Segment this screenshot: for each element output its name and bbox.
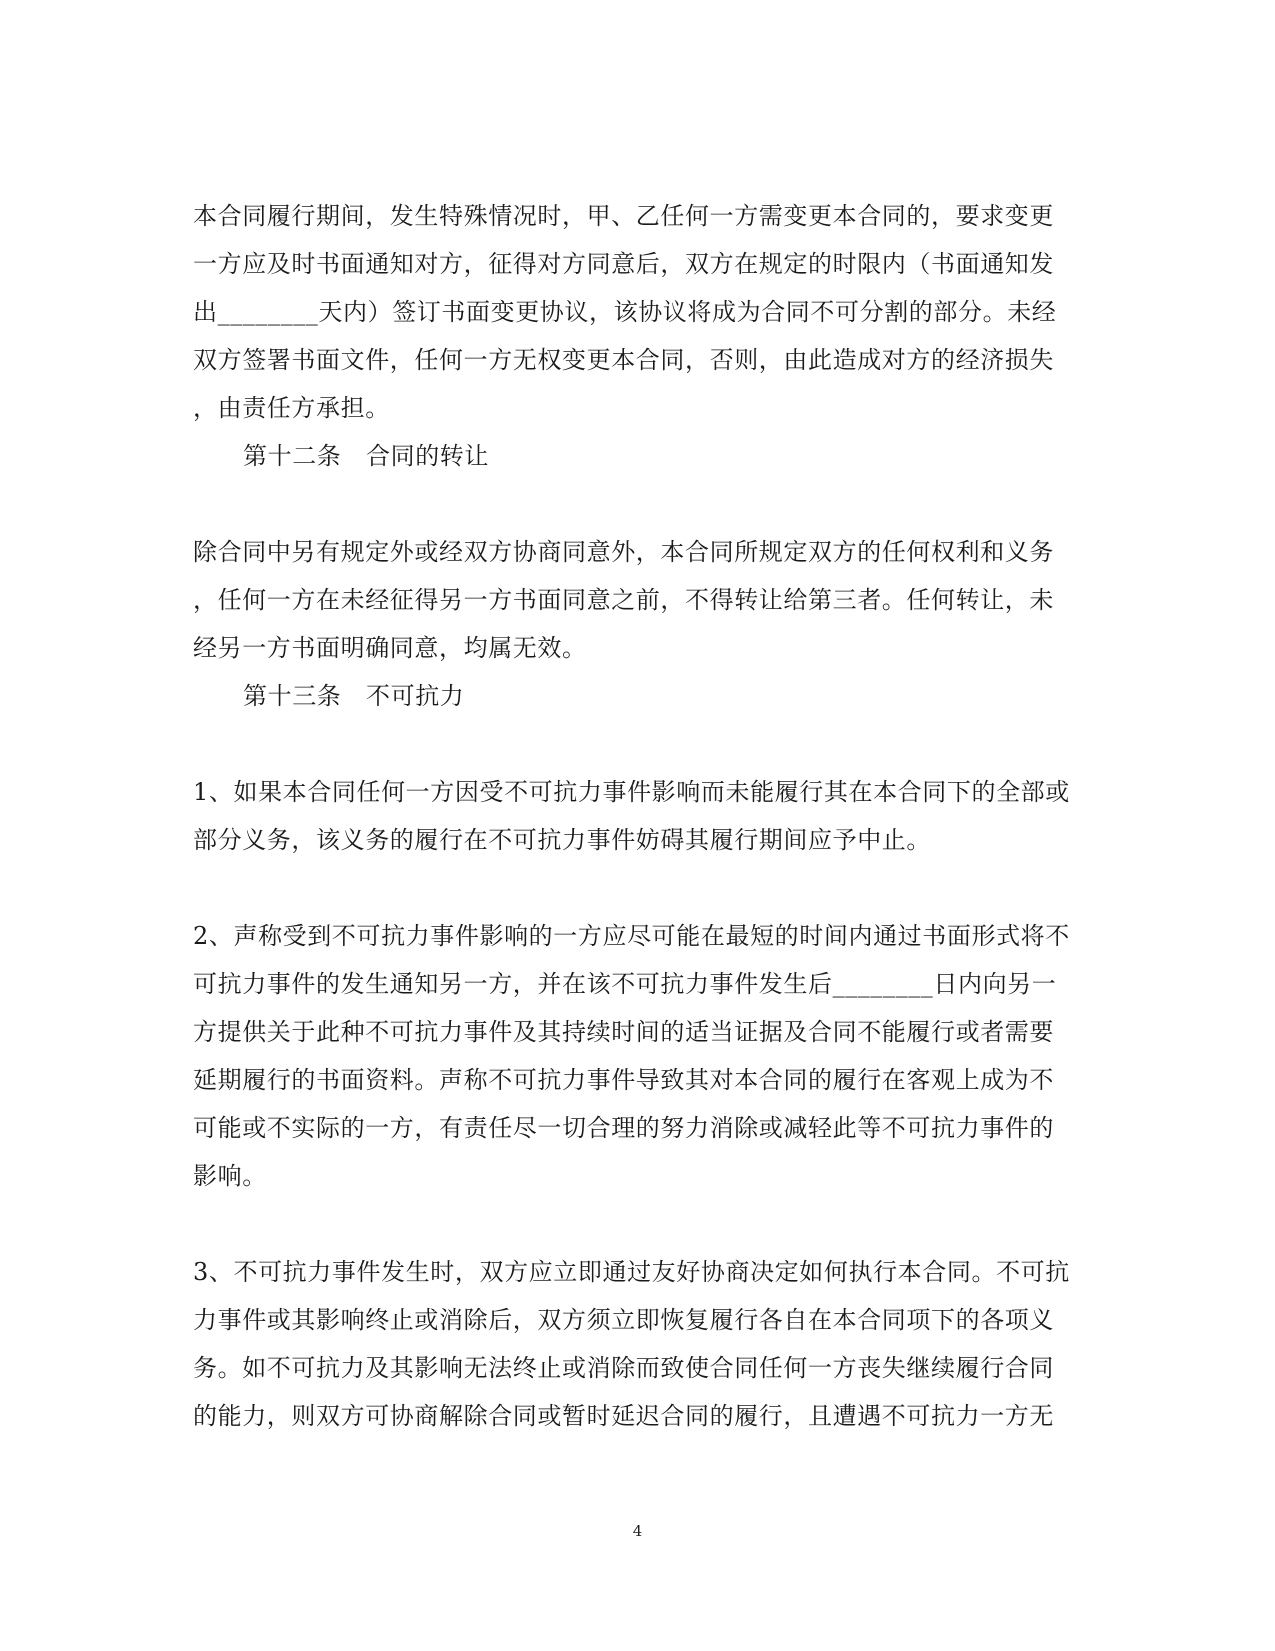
clause-3-line-3: 务。如不可抗力及其影响无法终止或消除而致使合同任何一方丧失继续履行合同 <box>193 1354 1054 1382</box>
clause-1-line-2: 部分义务，该义务的履行在不可抗力事件妨碍其履行期间应予中止。 <box>193 826 931 854</box>
page-number: 4 <box>632 1522 643 1540</box>
clause-2-line-3: 方提供关于此种不可抗力事件及其持续时间的适当证据及合同不能履行或者需要 <box>193 1018 1054 1046</box>
clause-2-line-6: 影响。 <box>193 1162 267 1190</box>
article-13-heading: 第十三条 不可抗力 <box>243 682 465 710</box>
clause-3-line-2: 力事件或其影响终止或消除后，双方须立即恢复履行各自在本合同项下的各项义 <box>193 1306 1054 1334</box>
paragraph-1-line-3: 出________天内）签订书面变更协议，该协议将成为合同不可分割的部分。未经 <box>193 298 1057 326</box>
paragraph-2-line-2: ，任何一方在未经征得另一方书面同意之前，不得转让给第三者。任何转让，未 <box>193 586 1054 614</box>
paragraph-1-line-1: 本合同履行期间，发生特殊情况时，甲、乙任何一方需变更本合同的，要求变更 <box>193 202 1054 230</box>
clause-2-line-2: 可抗力事件的发生通知另一方，并在该不可抗力事件发生后________日内向另一 <box>193 970 1057 998</box>
clause-2-line-1: 2、声称受到不可抗力事件影响的一方应尽可能在最短的时间内通过书面形式将不 <box>193 922 1070 950</box>
clause-1-line-1: 1、如果本合同任何一方因受不可抗力事件影响而未能履行其在本合同下的全部或 <box>193 778 1070 806</box>
clause-2-line-5: 可能或不实际的一方，有责任尽一切合理的努力消除或减轻此等不可抗力事件的 <box>193 1114 1054 1142</box>
clause-2-line-4: 延期履行的书面资料。声称不可抗力事件导致其对本合同的履行在客观上成为不 <box>193 1066 1054 1094</box>
paragraph-1-line-2: 一方应及时书面通知对方，征得对方同意后，双方在规定的时限内（书面通知发 <box>193 250 1054 278</box>
paragraph-2-line-1: 除合同中另有规定外或经双方协商同意外，本合同所规定双方的任何权利和义务 <box>193 538 1054 566</box>
paragraph-1-line-4: 双方签署书面文件，任何一方无权变更本合同，否则，由此造成对方的经济损失 <box>193 346 1054 374</box>
article-12-heading: 第十二条 合同的转让 <box>243 442 489 470</box>
clause-3-line-1: 3、不可抗力事件发生时，双方应立即通过友好协商决定如何执行本合同。不可抗 <box>193 1258 1070 1286</box>
clause-3-line-4: 的能力，则双方可协商解除合同或暂时延迟合同的履行，且遭遇不可抗力一方无 <box>193 1402 1054 1430</box>
paragraph-2-line-3: 经另一方书面明确同意，均属无效。 <box>193 634 587 662</box>
paragraph-1-line-5: ，由责任方承担。 <box>193 394 390 422</box>
